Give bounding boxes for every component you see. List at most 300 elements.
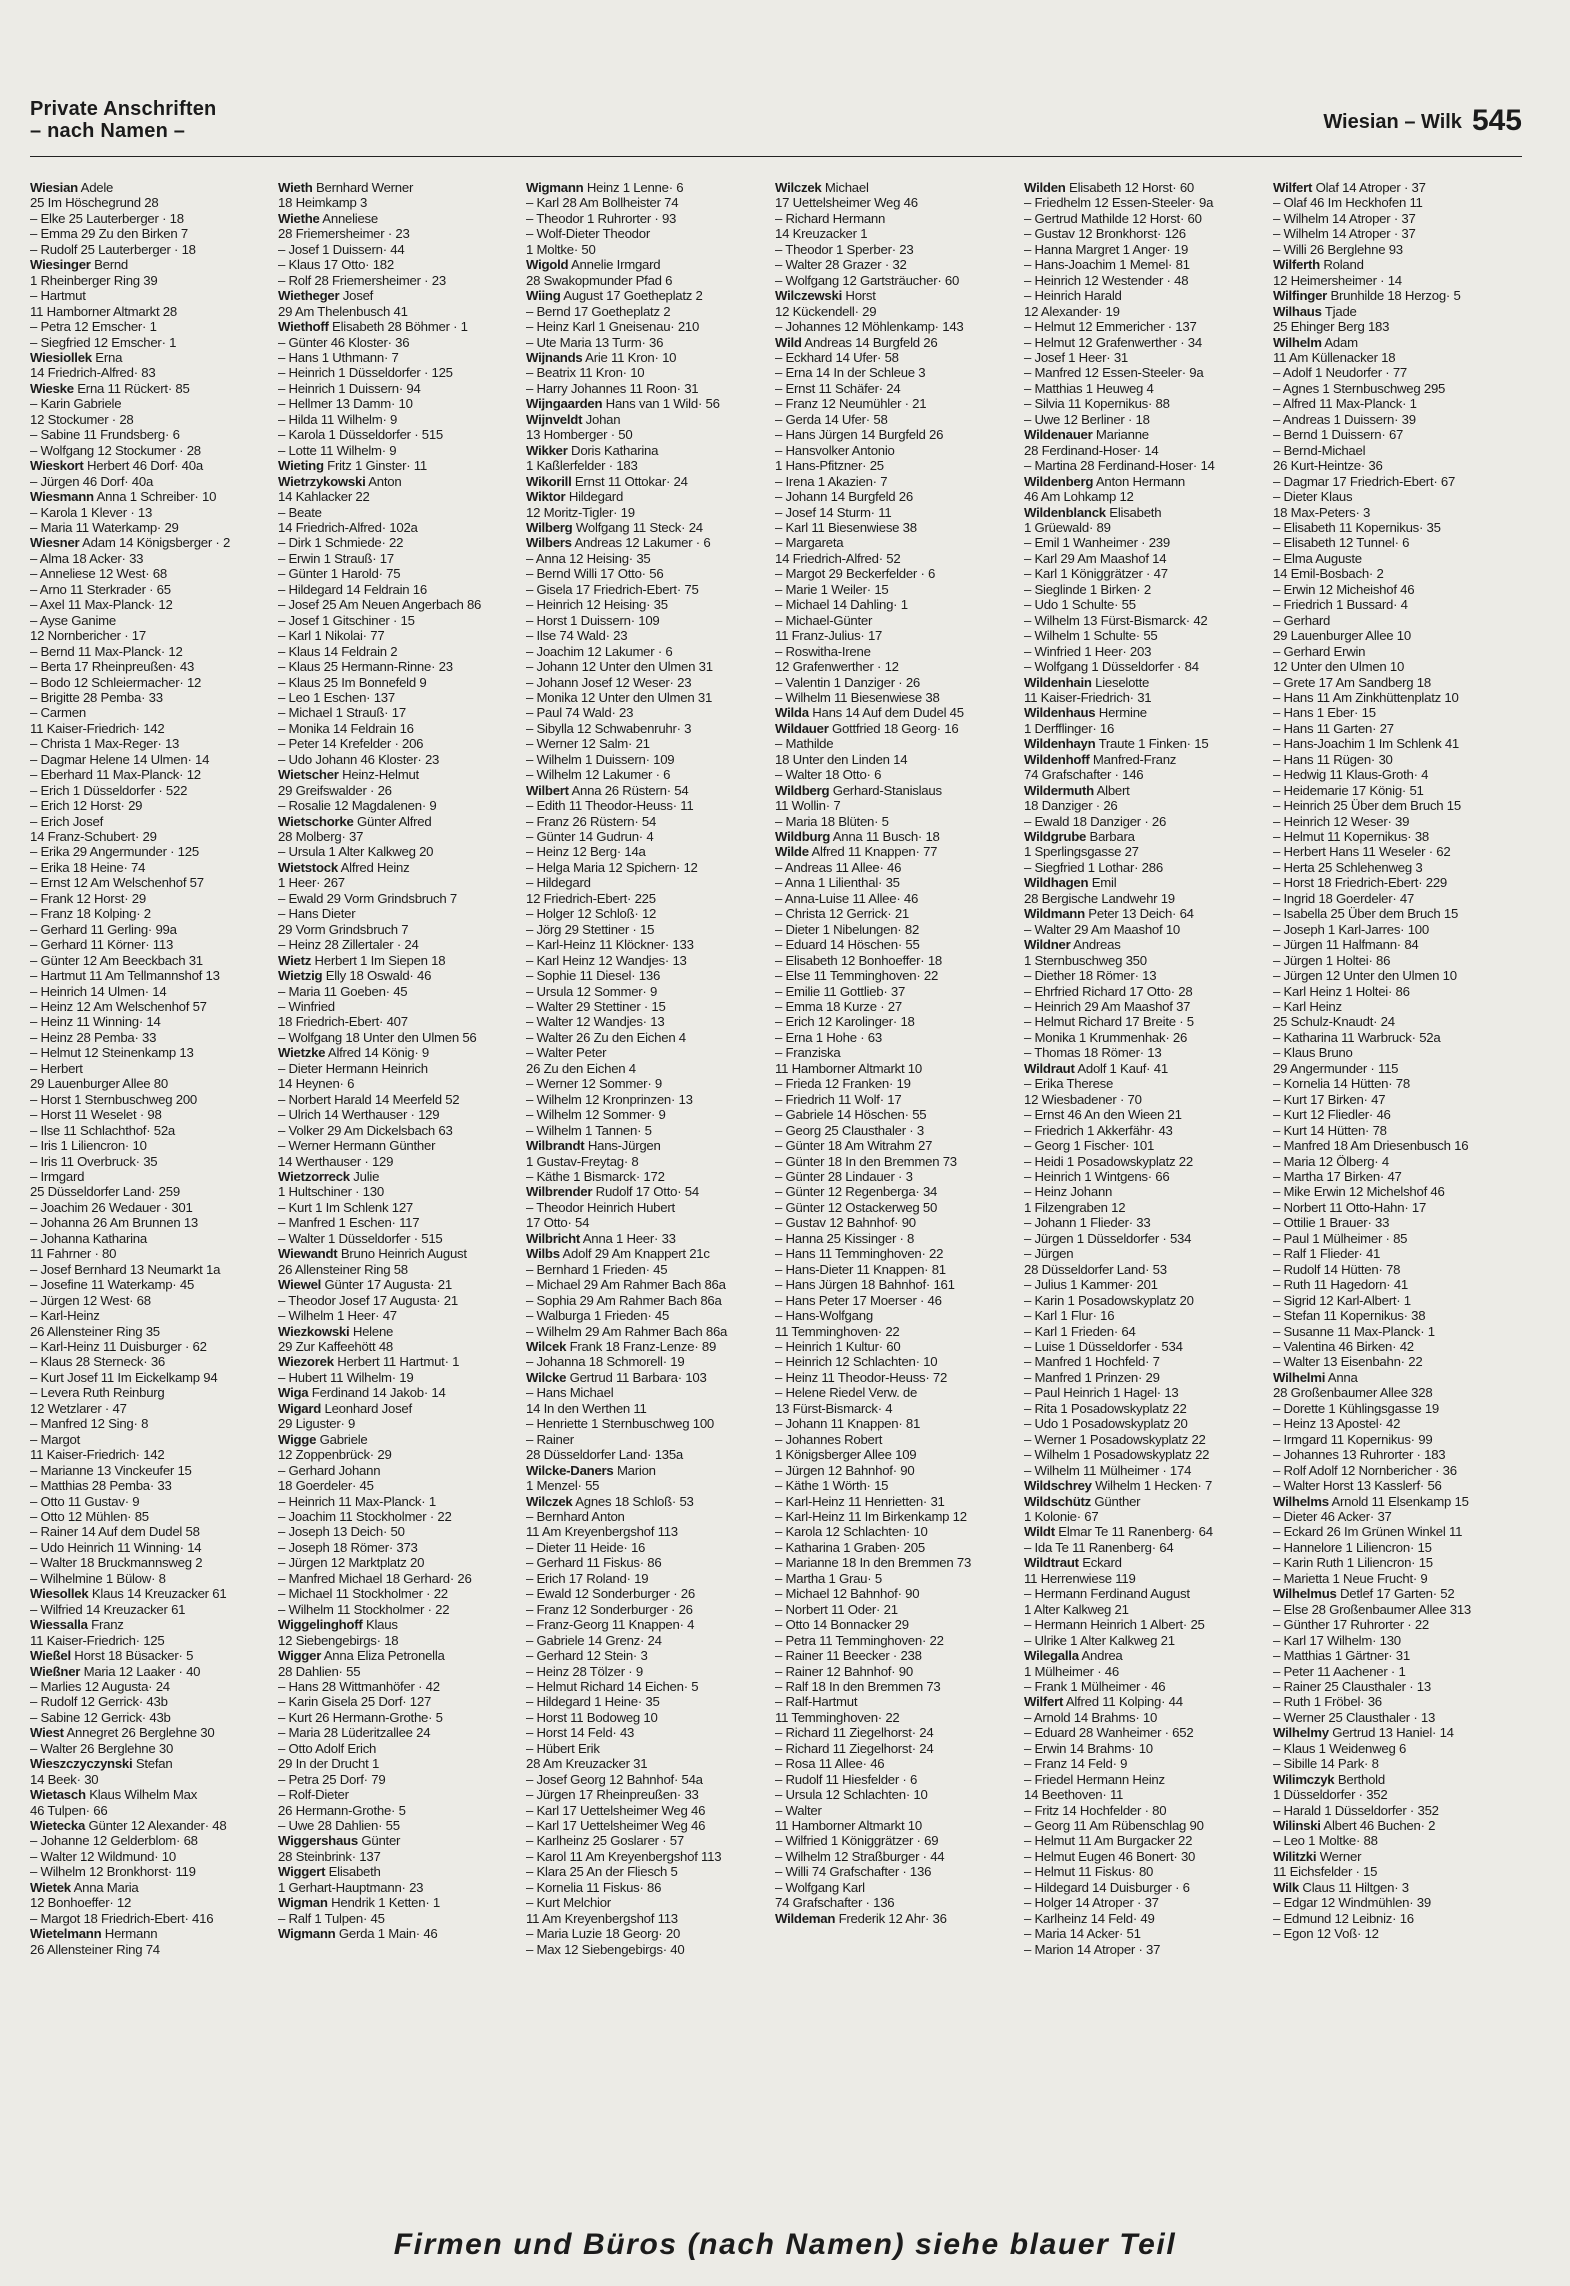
entry-text: – Carmen xyxy=(30,705,86,721)
entry-text: Manfred-Franz xyxy=(1089,751,1177,767)
entry-text: Andreas 14 Burgfeld 26 xyxy=(801,334,938,350)
entry-surname: Wiesmann xyxy=(30,489,94,505)
entry-text: 74 Grafschafter · 146 xyxy=(1024,767,1144,783)
entry-text: – Karl 29 Am Maashof 14 xyxy=(1024,550,1167,566)
entry-text: – Heinrich 12 Weser· 39 xyxy=(1273,813,1410,829)
directory-entry xyxy=(1273,1895,1511,1910)
entry-text: – Heinz 12 Am Welschenhof 57 xyxy=(30,999,207,1015)
entry-text: – Ewald 29 Vorm Grindsbruch 7 xyxy=(278,890,457,906)
entry-text: Günther xyxy=(1090,1493,1141,1509)
entry-text: – Ilse 74 Wald· 23 xyxy=(526,628,628,644)
directory-entry xyxy=(278,427,516,442)
entry-text: 28 Steinbrink· 137 xyxy=(278,1848,381,1864)
entry-text: – Wilhelm 12 Kronprinzen· 13 xyxy=(526,1091,693,1107)
directory-entry xyxy=(526,1849,764,1864)
entry-text: – Iris 1 Liliencron· 10 xyxy=(30,1138,147,1154)
entry-text: – Karin Gisela 25 Dorf· 127 xyxy=(278,1694,432,1710)
directory-entry xyxy=(1273,1664,1511,1679)
directory-entry xyxy=(526,257,764,272)
directory-entry xyxy=(526,1339,764,1354)
entry-text: – Otto 12 Mühlen· 85 xyxy=(30,1508,149,1524)
directory-entry xyxy=(775,644,1013,659)
entry-text: Horst xyxy=(842,288,876,304)
entry-text: – Egon 12 Voß· 12 xyxy=(1273,1926,1379,1942)
directory-entry xyxy=(30,1478,268,1493)
entry-text: – Ernst 12 Am Welschenhof 57 xyxy=(30,875,204,891)
directory-entry xyxy=(526,1432,764,1447)
entry-text: – Mike Erwin 12 Michelshof 46 xyxy=(1273,1184,1445,1200)
entry-text: – Klaus Bruno xyxy=(1273,1045,1353,1061)
directory-entry xyxy=(1273,582,1511,597)
directory-entry xyxy=(775,829,1013,844)
directory-entry xyxy=(775,396,1013,411)
entry-text: – Helga Maria 12 Spichern· 12 xyxy=(526,859,698,875)
entry-text: – Klaus 17 Otto· 182 xyxy=(278,257,394,273)
entry-text: Bernd xyxy=(90,257,129,273)
entry-text: – Hellmer 13 Damm· 10 xyxy=(278,396,413,412)
entry-text: Bernhard Werner xyxy=(312,180,414,195)
directory-entry xyxy=(30,1061,268,1076)
entry-text: – Manfred 12 Sing· 8 xyxy=(30,1416,149,1432)
entry-text: – Richard 11 Ziegelhorst· 24 xyxy=(775,1725,934,1741)
directory-entry xyxy=(278,365,516,380)
directory-entry xyxy=(30,1200,268,1215)
entry-text: 12 Stockumer · 28 xyxy=(30,411,134,427)
entry-surname: Wiing xyxy=(526,288,561,304)
entry-text: 26 Allensteiner Ring 58 xyxy=(278,1261,408,1277)
entry-text: Frederik 12 Ahr· 36 xyxy=(835,1910,947,1926)
entry-text: – Erwin 12 Micheishof 46 xyxy=(1273,581,1415,597)
entry-text: – Heinrich 1 Duissern· 94 xyxy=(278,380,421,396)
entry-text: – Wilhelm 11 Stockholmer · 22 xyxy=(278,1601,450,1617)
entry-text: – Matthias 1 Heuweg 4 xyxy=(1024,380,1154,396)
directory-entry xyxy=(1024,1478,1262,1493)
directory-entry xyxy=(1024,1293,1262,1308)
directory-entry xyxy=(526,1864,764,1879)
directory-entry xyxy=(526,1231,764,1246)
directory-entry xyxy=(526,953,764,968)
entry-text: – Jürgen 46 Dorf· 40a xyxy=(30,473,154,489)
directory-entry xyxy=(1273,1030,1511,1045)
directory-entry xyxy=(775,968,1013,983)
entry-text: – Irena 1 Akazien· 7 xyxy=(775,473,888,489)
directory-entry xyxy=(30,1370,268,1385)
directory-entry xyxy=(30,1246,268,1261)
entry-text: – Rudolf 12 Gerrick· 43b xyxy=(30,1694,168,1710)
directory-entry xyxy=(30,1633,268,1648)
entry-text: – Heinrich 29 Am Maashof 37 xyxy=(1024,999,1191,1015)
entry-surname: Wildschütz xyxy=(1024,1493,1091,1509)
directory-entry xyxy=(278,705,516,720)
entry-text: Anneliese xyxy=(319,210,378,226)
entry-text: Peter 13 Deich· 64 xyxy=(1084,906,1194,922)
entry-text: – Käthe 1 Bismarck· 172 xyxy=(526,1169,665,1184)
directory-entry xyxy=(775,1138,1013,1153)
directory-entry xyxy=(775,1849,1013,1864)
directory-entry xyxy=(278,1092,516,1107)
directory-entry xyxy=(526,1602,764,1617)
entry-text: 12 Bonhoeffer· 12 xyxy=(30,1895,132,1911)
entry-text: 12 Zoppenbrück· 29 xyxy=(278,1447,392,1463)
directory-entry xyxy=(775,273,1013,288)
entry-text: – Ayse Ganime xyxy=(30,612,116,628)
directory-entry xyxy=(775,319,1013,334)
entry-surname: Wigmann xyxy=(278,1926,336,1942)
entry-text: – Wilhelm 1 Tannen· 5 xyxy=(526,1122,652,1138)
entry-text: – Wilhelm 11 Biesenwiese 38 xyxy=(775,689,940,705)
entry-text: – Joseph 13 Deich· 50 xyxy=(278,1524,405,1540)
entry-text: – Helmut 11 Kopernikus· 38 xyxy=(1273,829,1429,845)
entry-text: – Willi 74 Grafschafter · 136 xyxy=(775,1864,932,1880)
entry-text: Gerhard-Stanislaus xyxy=(829,782,942,798)
entry-text: 1 Rheinberger Ring 39 xyxy=(30,272,158,288)
entry-text: – Hans 11 Temminghoven· 22 xyxy=(775,1246,944,1262)
entry-surname: Wilbert xyxy=(526,782,569,798)
entry-text: – Franz 18 Kolping· 2 xyxy=(30,906,151,922)
directory-entry xyxy=(30,319,268,334)
directory-entry xyxy=(1273,597,1511,612)
directory-entry xyxy=(278,783,516,798)
entry-surname: Wilferth xyxy=(1273,257,1320,273)
directory-entry xyxy=(1024,1447,1262,1462)
directory-entry xyxy=(526,505,764,520)
directory-entry xyxy=(775,922,1013,937)
entry-text: – Norbert Harald 14 Meerfeld 52 xyxy=(278,1091,460,1107)
entry-text: – Otto Adolf Erich xyxy=(278,1740,377,1756)
directory-entry xyxy=(30,968,268,983)
directory-entry xyxy=(278,597,516,612)
entry-text: – Klara 25 An der Fliesch 5 xyxy=(526,1864,678,1880)
directory-entry xyxy=(30,1818,268,1833)
entry-text: – Josef Bernhard 13 Neumarkt 1a xyxy=(30,1261,221,1277)
entry-text: – Rita 1 Posadowskyplatz 22 xyxy=(1024,1400,1187,1416)
directory-entry xyxy=(526,1942,764,1957)
directory-entry xyxy=(775,1524,1013,1539)
entry-text: Arnold 11 Elsenkamp 15 xyxy=(1328,1493,1469,1509)
entry-text: – Heinrich 1 Düsseldorfer · 125 xyxy=(278,365,453,381)
directory-entry xyxy=(775,226,1013,241)
entry-text: 1 Moltke· 50 xyxy=(526,241,596,257)
entry-text: Marion xyxy=(613,1462,656,1478)
directory-entry xyxy=(278,1571,516,1586)
directory-entry xyxy=(1273,535,1511,550)
entry-text: – Dieter Hermann Heinrich xyxy=(278,1060,428,1076)
entry-surname: Wilberg xyxy=(526,519,573,535)
entry-text: 74 Grafschafter · 136 xyxy=(775,1895,895,1911)
entry-surname: Wietstock xyxy=(278,859,338,875)
directory-entry xyxy=(526,1555,764,1570)
directory-entry xyxy=(1024,319,1262,334)
directory-entry xyxy=(1273,1092,1511,1107)
directory-entry xyxy=(278,690,516,705)
entry-text: – Theodor Josef 17 Augusta· 21 xyxy=(278,1292,458,1308)
directory-entry xyxy=(278,1262,516,1277)
directory-entry xyxy=(1024,304,1262,319)
entry-text: 1 Sperlingsgasse 27 xyxy=(1024,844,1139,860)
entry-text: – Bernhard Anton xyxy=(526,1508,625,1524)
entry-text: – Franziska xyxy=(775,1045,841,1061)
entry-surname: Wildenhoff xyxy=(1024,751,1090,767)
directory-entry xyxy=(775,1092,1013,1107)
entry-text: 29 Angermunder · 115 xyxy=(1273,1060,1399,1076)
entry-text: – Rolf 28 Friemersheimer · 23 xyxy=(278,272,446,288)
entry-surname: Wijngaarden xyxy=(526,396,603,412)
entry-text: Annelie Irmgard xyxy=(568,257,661,273)
directory-entry xyxy=(526,1123,764,1138)
entry-text: 29 Liguster· 9 xyxy=(278,1416,356,1432)
directory-entry xyxy=(30,953,268,968)
directory-entry xyxy=(1024,1586,1262,1601)
directory-entry xyxy=(1273,906,1511,921)
directory-entry xyxy=(278,752,516,767)
directory-entry xyxy=(526,690,764,705)
entry-text: – Friedrich 11 Wolf· 17 xyxy=(775,1091,902,1107)
entry-text: – Hedwig 11 Klaus-Groth· 4 xyxy=(1273,767,1429,783)
entry-text: Julie xyxy=(349,1169,380,1184)
directory-entry xyxy=(278,288,516,303)
directory-entry xyxy=(1024,1926,1262,1941)
entry-text: Emil xyxy=(1088,875,1117,891)
directory-entry xyxy=(278,844,516,859)
entry-text: – Uwe 28 Dahlien· 55 xyxy=(278,1818,400,1834)
entry-text: 28 Dahlien· 55 xyxy=(278,1663,361,1679)
directory-entry xyxy=(526,1509,764,1524)
entry-text: – Horst 11 Bodoweg 10 xyxy=(526,1709,658,1725)
entry-text: Anna xyxy=(1325,1369,1358,1385)
directory-entry xyxy=(1273,798,1511,813)
directory-entry xyxy=(278,566,516,581)
directory-entry xyxy=(278,1803,516,1818)
entry-text: Berthold xyxy=(1334,1771,1385,1787)
directory-entry xyxy=(1273,1354,1511,1369)
directory-entry xyxy=(1024,1633,1262,1648)
entry-text: Anton Hermann xyxy=(1093,473,1185,489)
entry-surname: Wildner xyxy=(1024,937,1071,953)
directory-entry xyxy=(775,752,1013,767)
directory-entry xyxy=(1273,1741,1511,1756)
directory-entry xyxy=(1024,1494,1262,1509)
directory-entry xyxy=(278,1416,516,1431)
entry-text: Elisabeth xyxy=(325,1864,381,1880)
entry-text: – Karin Gabriele xyxy=(30,396,122,412)
directory-entry xyxy=(526,1880,764,1895)
directory-entry xyxy=(775,1648,1013,1663)
directory-entry xyxy=(526,474,764,489)
entry-text: – Berta 17 Rheinpreußen· 43 xyxy=(30,659,195,675)
directory-entry xyxy=(775,489,1013,504)
directory-entry xyxy=(526,1045,764,1060)
page-number: 545 xyxy=(1471,104,1522,137)
directory-entry xyxy=(1024,1694,1262,1709)
directory-entry xyxy=(1273,1911,1511,1926)
directory-entry xyxy=(526,767,764,782)
directory-entry xyxy=(775,443,1013,458)
entry-text: – Eckard 26 Im Grünen Winkel 11 xyxy=(1273,1524,1463,1540)
entry-text: Maria 12 Laaker · 40 xyxy=(80,1663,201,1679)
entry-text: – Walter 26 Zu den Eichen 4 xyxy=(526,1029,686,1045)
entry-text: – Kurt 12 Fliedler· 46 xyxy=(1273,1107,1391,1123)
entry-text: – Harald 1 Düsseldorfer · 352 xyxy=(1273,1802,1439,1818)
directory-entry xyxy=(775,798,1013,813)
entry-text: – Erich 1 Düsseldorfer · 522 xyxy=(30,782,188,798)
directory-entry xyxy=(1273,1324,1511,1339)
entry-text: – Marianne 13 Vinckeufer 15 xyxy=(30,1462,192,1478)
entry-text: Fritz 1 Ginster· 11 xyxy=(323,458,427,474)
entry-text: – Helmut 12 Grafenwerther · 34 xyxy=(1024,334,1202,350)
entry-text: – Winfried 1 Heer· 203 xyxy=(1024,643,1152,659)
directory-entry xyxy=(775,551,1013,566)
directory-entry xyxy=(1024,844,1262,859)
entry-text: Elisabeth 28 Böhmer · 1 xyxy=(328,319,468,335)
entry-text: Barbara xyxy=(1086,829,1135,845)
directory-entry xyxy=(278,721,516,736)
entry-text: – Marion 14 Atroper · 37 xyxy=(1024,1941,1161,1957)
entry-text: – Andreas 11 Allee· 46 xyxy=(775,859,902,875)
entry-text: Anna 26 Rüstern· 54 xyxy=(568,782,689,798)
directory-entry xyxy=(1024,427,1262,442)
entry-text: Klaus xyxy=(362,1617,398,1633)
entry-text: – Elisabeth 12 Bonhoeffer· 18 xyxy=(775,952,943,968)
entry-text: – Walburga 1 Frieden· 45 xyxy=(526,1308,670,1324)
entry-text: – Katharina 1 Graben· 205 xyxy=(775,1539,925,1555)
entry-surname: Wiesiollek xyxy=(30,349,92,365)
directory-entry xyxy=(278,1741,516,1756)
entry-text: 1 Gustav-Freytag· 8 xyxy=(526,1153,639,1169)
directory-entry xyxy=(526,489,764,504)
entry-surname: Wietasch xyxy=(30,1787,86,1803)
entry-surname: Wildberg xyxy=(775,782,830,798)
entry-surname: Wilcke-Daners xyxy=(526,1462,614,1478)
directory-entry xyxy=(1273,304,1511,319)
directory-entry xyxy=(278,1370,516,1385)
directory-entry xyxy=(526,1215,764,1230)
entry-text: Stefan xyxy=(132,1756,173,1772)
directory-entry xyxy=(1024,597,1262,612)
entry-text: 12 Siebengebirgs· 18 xyxy=(278,1632,399,1648)
directory-entry xyxy=(775,1215,1013,1230)
entry-text: – Heinrich 12 Schlachten· 10 xyxy=(775,1354,938,1370)
entry-text: – Jürgen 11 Halfmann· 84 xyxy=(1273,937,1419,953)
directory-entry xyxy=(526,1184,764,1199)
entry-text: – Christa 1 Max-Reger· 13 xyxy=(30,736,180,752)
entry-text: Herbert 11 Hartmut· 1 xyxy=(333,1354,460,1370)
entry-text: – Maria 11 Goeben· 45 xyxy=(278,983,408,999)
directory-entry xyxy=(278,350,516,365)
entry-surname: Wilde xyxy=(775,844,809,860)
entry-text: 11 Am Kreyenbergshof 113 xyxy=(526,1910,678,1926)
entry-text: – Karin 1 Posadowskyplatz 20 xyxy=(1024,1292,1194,1308)
entry-text: – Joachim 26 Wedauer · 301 xyxy=(30,1199,193,1215)
directory-entry xyxy=(775,1756,1013,1771)
entry-text: Anna Eliza Petronella xyxy=(321,1648,445,1664)
entry-text: – Heinz Johann xyxy=(1024,1184,1113,1200)
directory-entry xyxy=(1273,1463,1511,1478)
directory-entry xyxy=(775,1864,1013,1879)
directory-entry xyxy=(775,814,1013,829)
directory-entry xyxy=(526,1277,764,1292)
entry-text: – Karola 12 Schlachten· 10 xyxy=(775,1524,928,1540)
directory-entry xyxy=(1273,335,1511,350)
directory-entry xyxy=(30,1741,268,1756)
directory-entry xyxy=(1273,968,1511,983)
directory-entry xyxy=(775,1076,1013,1091)
directory-entry xyxy=(1024,443,1262,458)
directory-entry xyxy=(30,1123,268,1138)
directory-entry xyxy=(775,1308,1013,1323)
directory-entry xyxy=(1273,628,1511,643)
entry-text: – Walter 13 Eisenbahn· 22 xyxy=(1273,1354,1423,1370)
entry-text: 14 Emil-Bosbach· 2 xyxy=(1273,566,1384,582)
entry-text: – Monika 14 Feldrain 16 xyxy=(278,720,414,736)
entry-text: Adam xyxy=(1321,334,1358,350)
directory-entry xyxy=(1024,195,1262,210)
entry-text: – Klaus 1 Weidenweg 6 xyxy=(1273,1740,1407,1756)
entry-text: Annegret 26 Berglehne 30 xyxy=(63,1725,215,1741)
entry-text: – Heinz 11 Winning· 14 xyxy=(30,1014,161,1030)
entry-text: – Anna-Luise 11 Allee· 46 xyxy=(775,890,919,906)
directory-entry xyxy=(775,906,1013,921)
directory-entry xyxy=(526,1895,764,1910)
directory-entry xyxy=(526,582,764,597)
entry-text: Hans-Jürgen xyxy=(584,1138,661,1154)
entry-text: – Richard Hermann xyxy=(775,210,886,226)
directory-entry xyxy=(30,829,268,844)
directory-entry xyxy=(278,1664,516,1679)
entry-text: – Josef 1 Duissern· 44 xyxy=(278,241,405,257)
directory-entry xyxy=(278,1169,516,1184)
directory-entry xyxy=(526,180,764,195)
directory-entry xyxy=(278,1694,516,1709)
directory-entry xyxy=(1024,891,1262,906)
directory-entry xyxy=(30,1880,268,1895)
directory-entry xyxy=(775,427,1013,442)
entry-text: – Josef 14 Sturm· 11 xyxy=(775,504,892,520)
directory-entry xyxy=(775,412,1013,427)
entry-text: – Heinz 11 Theodor-Heuss· 72 xyxy=(775,1369,948,1385)
entry-text: – Gustav 12 Bahnhof· 90 xyxy=(775,1215,916,1231)
entry-text: Alfred 14 König· 9 xyxy=(325,1045,429,1061)
directory-entry xyxy=(278,1277,516,1292)
entry-text: – Julius 1 Kammer· 201 xyxy=(1024,1277,1158,1293)
entry-text: Franz xyxy=(87,1617,124,1633)
entry-surname: Wijnands xyxy=(526,349,583,365)
directory-entry xyxy=(775,335,1013,350)
directory-entry xyxy=(526,1061,764,1076)
entry-text: – Johanna 18 Schmorell· 19 xyxy=(526,1354,685,1370)
directory-entry xyxy=(775,381,1013,396)
entry-text: 18 Goerdeler· 45 xyxy=(278,1478,374,1494)
directory-entry xyxy=(30,1463,268,1478)
directory-entry xyxy=(30,1076,268,1091)
entry-surname: Wiewel xyxy=(278,1277,322,1293)
directory-entry xyxy=(1273,443,1511,458)
entry-text: – Frank 12 Horst· 29 xyxy=(30,890,146,906)
directory-entry xyxy=(775,613,1013,628)
directory-entry xyxy=(526,350,764,365)
entry-text: – Karola 1 Klever · 13 xyxy=(30,504,153,520)
entry-surname: Wiethoff xyxy=(278,319,329,335)
entry-text: – Walter 29 Am Maashof 10 xyxy=(1024,921,1180,937)
directory-entry xyxy=(526,891,764,906)
directory-entry xyxy=(278,1463,516,1478)
entry-text: – Bernd 17 Goetheplatz 2 xyxy=(526,303,671,319)
directory-entry xyxy=(775,1200,1013,1215)
entry-text: – Alfred 11 Max-Planck· 1 xyxy=(1273,396,1417,412)
entry-surname: Wiggelinghoff xyxy=(278,1617,363,1633)
entry-text: – Heinrich 1 Kultur· 60 xyxy=(775,1338,901,1354)
entry-text: 1 Alter Kalkweg 21 xyxy=(1024,1601,1129,1617)
entry-text: Olaf 14 Atroper · 37 xyxy=(1312,180,1426,195)
